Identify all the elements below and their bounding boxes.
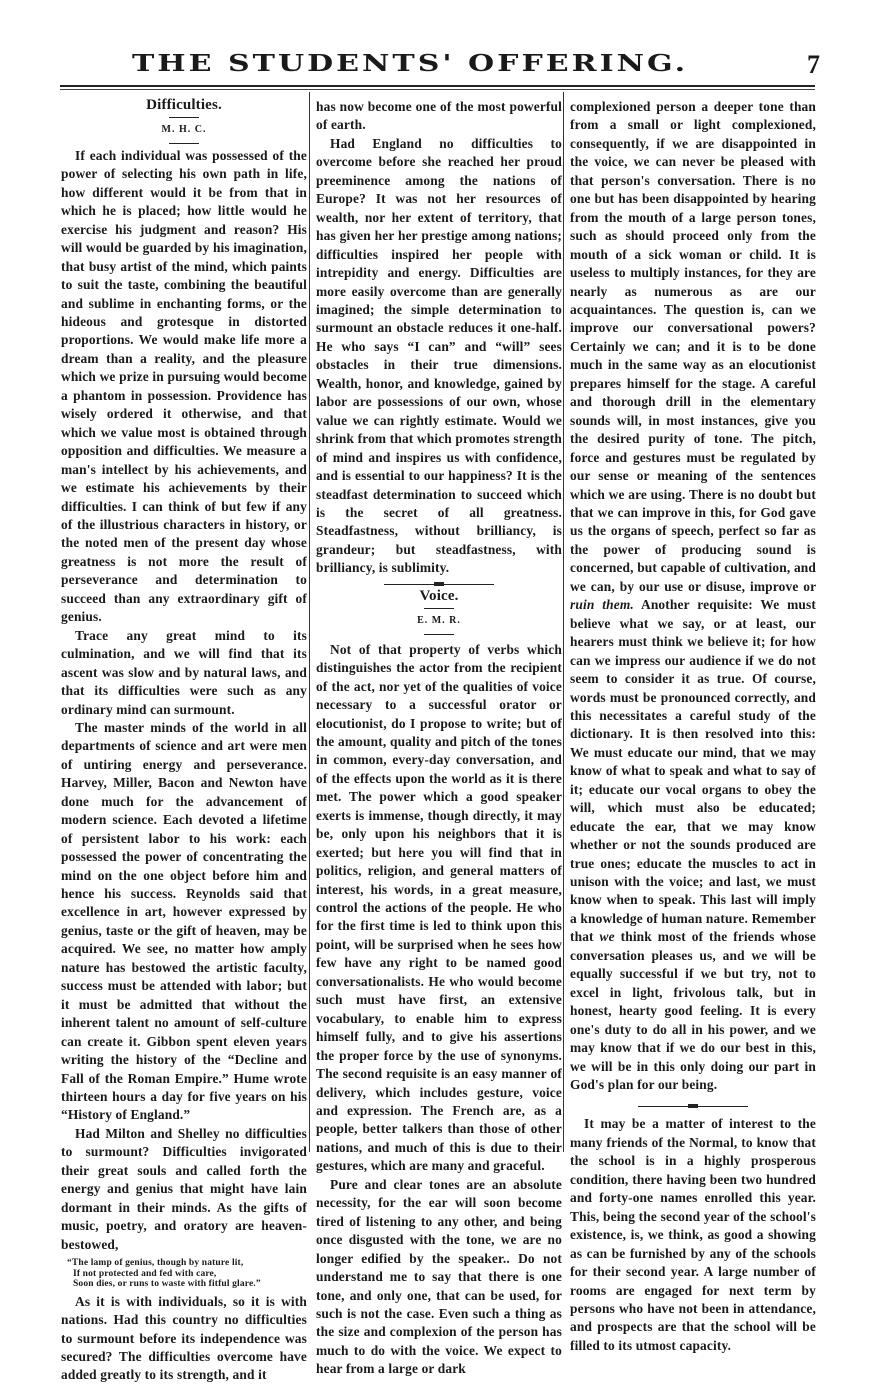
short-rule: [424, 608, 454, 609]
article-byline: E. M. R.: [417, 615, 461, 627]
short-rule: [169, 143, 199, 144]
column-1: [61, 94, 307, 1385]
paragraph: As it is with individuals, so it is with nations. Had this country no difficulties to surmount before its independence was secured? The difficulties overcome have added greatly to its strength, and it: [61, 1293, 307, 1383]
article-byline: M. H. C.: [161, 124, 207, 136]
column-3: [570, 98, 816, 1355]
short-rule: [424, 634, 454, 635]
short-rule: [169, 117, 199, 118]
poem-line: Soon dies, or runs to waste with fitful glare.”: [73, 1279, 261, 1290]
paragraph: Not of that property of verbs which distinguishes the actor from the recipient of the act, nor yet of the qualities of voice necessary to a successful orator or elocutionist, do I propose to write; but of the amount, quality and pitch of the tones in common, every-day conversation, and of the effects upon the world as it is there met. The power which a good speaker exerts is immense, though directly, it may be, only upon his neighbors that it is exerted; but here you will find that in politics, religion, and general matters of interest, his words, in a great measure, control the actions of the people. He who for the first time is led to think upon this point, will be surprised when he sees how few have any right to be named good conversationalists. He who would become such must have first, an extensive vocabulary, to enable him to express himself fully, and to give his assertions the proper force by the use of synonyms. The second requisite is an easy manner of delivery, which includes gesture, voice and expression. The French are, as a people, better talkers than those of other nations, and much of this is due to their gestures, which are many and graceful.: [316, 641, 562, 1174]
masthead-rule-thin: [60, 89, 815, 90]
ornamental-rule: [384, 584, 494, 585]
column-divider: [563, 92, 564, 1152]
newspaper-title: THE STUDENTS' OFFERING.: [131, 50, 689, 78]
paragraph-continued: has now become one of the most powerful of earth.: [316, 99, 562, 133]
paragraph: If each individual was possessed of the power of selecting his own path in life, how different would it be from that in which he is placed; how little would he exercise his judgment and reason? His will would be guarded by his imagination, that busy artist of the mind, which paints to suit the taste, combining the beautiful and sublime in enchanting forms, or the hideous and grotesque in distorted proportions. We would make life more a dream than a reality, and the pleasure which we prize in pursuing would become a phantom in possession. Providence has wisely ordered it otherwise, and that which we value most is obtained through opposition and difficulties. We measure a man's intellect by his achievements, and we estimate his achievements by their difficulties. I can think of but few if any of the illustrious characters in history, or the noted men of the present day whose greatness is not more the result of perseverance and determination to succeed than any extraordinary gift of genius.: [61, 147, 307, 625]
paragraph: The master minds of the world in all departments of science and art were men of untiring energy and perseverance. Harvey, Miller, Bacon and Newton have done much for the advancement of modern science. Each devoted a lifetime of persistent labor to his work: each possessed the power of concentrating the mind on the one object before him and hence his success. Reynolds said that excellence in art, however expressed by genius, taste or the gift of heaven, may be acquired. We see, no matter how amply nature has bestowed the artistic faculty, success must be attended with labor; but it must be admitted that without the inherent talent no amount of self-culture can create it. Gibbon spent eleven years writing the history of the “Decline and Fall of the Roman Empire.” Hume wrote thirteen hours a day for five years on his “History of England.”: [61, 719, 307, 1123]
italic-text: we: [599, 929, 615, 945]
poem-line: “The lamp of genius, though by nature lit,: [67, 1258, 244, 1269]
notice-paragraph: It may be a matter of interest to the many friends of the Normal, to know that the school is in a highly prosperous condition, there having been two hundred and forty-one names enrolled this year. This, being the second year of the school's existence, is, we think, as good a showing as can be furnished by any of the schools for their second year. A large number of rooms are engaged for next term by persons who have not been in attendance, and prospects are that the school will be filled to its utmost capacity.: [570, 1116, 816, 1353]
column-2: [316, 98, 562, 1379]
paragraph: Trace any great mind to its culmination, and we will find that its ascent was slow and by natural laws, and that its difficulties were such as any ordinary mind can surmount.: [61, 627, 307, 717]
paragraph: Had Milton and Shelley no difficulties to surmount? Difficulties invigorated their great souls and called forth the energy and genius that might have lain dormant in their minds. As the gifts of music, poetry, and oratory are heaven-bestowed,: [61, 1125, 307, 1252]
column-divider: [309, 92, 310, 1152]
poem-line: If not protected and fed with care,: [73, 1268, 217, 1279]
ornamental-rule: [638, 1106, 748, 1107]
masthead: [60, 50, 820, 86]
poem-quote: [67, 1258, 307, 1290]
article-title-difficulties: Difficulties.: [146, 97, 222, 113]
paragraph-continued: [570, 98, 816, 1094]
text-run: think most of the friends whose conversation pleases us, and we will be equally successful if we but try, not to excel in light, frivolous talk, but in honest, hearty good feeling. It is every one's duty to do all in his power, and we may know that if we do our best in this, we will be in this only doing our part in God's plan for our being.: [570, 929, 817, 1093]
text-run: complexioned person a deeper tone than from a small or light complexioned, consequently, if we are disappointed in the voice, we can never be pleased with that person's conversation. There is no one but has been disappointed by hearing from the mouth of a large person tones, such as should proceed only from the mouth of a sick woman or child. It is useless to multiply instances, for they are nearly as numerous as are our acquaintances. The question is, can we improve our conversational powers? Certainly we can; and it is to be done much in the same way as an elocutionist prepares himself for the stage. A careful and thorough drill in the elementary sounds will, in most instances, give you the desired purity of tone. The pitch, force and gestures must be regulated by our sense or meaning of the sentences which we are using. There is no doubt but that we can improve in this, for God gave us the organs of speech, perfect so far as the power of producing sound is concerned, but capable of cultivation, and we can, by our use or disuse, improve or: [570, 99, 816, 594]
paragraph: Had England no difficulties to overcome before she reached her proud preeminence among the nations of Europe? It was not her resources of wealth, nor her extent of territory, that has given her her prestige among nations; difficulties inspired her people with intrepidity and energy. Difficulties are more easily overcome than are generally imagined; the simple determination to surmount an obstacle reduces it one-half. He who says “I can” and “will” sees obstacles in their true dimensions. Wealth, honor, and knowledge, gained by labor are possessions of our own, whose value we can rightly estimate. Would we shrink from that which promotes strength of mind and inspires us with confidence, and is essential to our happiness? It is the steadfast determination to succeed which is the secret of all greatness. Steadfastness, without brilliancy, is grandeur; but steadfastness, with brilliancy, is sublimity.: [316, 135, 562, 576]
masthead-rule: [60, 85, 815, 87]
text-run: Another requisite: We must believe what we say, or at least, our hearers must think we believe it; for how can we impress our audience if we do not seem to consider it as true. Of course, words must be pronounced correctly, and this necessitates a careful study of the dictionary. It is then resolved into this: We must educate our mind, that we may know of what to speak and what to say of it; educate our vocal organs to obey the will, which must also be educated; educate the ear, that we may know whether or not the sounds produced are true ones; educate the muscles to act in unison with the voice; and last, we must know when to speak. This last will imply a knowledge of human nature. Remember that: [570, 597, 816, 945]
page-number: 7: [807, 50, 820, 79]
article-title-voice: Voice.: [419, 587, 459, 604]
italic-text: ruin them.: [570, 597, 634, 613]
paragraph: Pure and clear tones are an absolute necessity, for the ear will soon become tired of listening to any other, and being once disgusted with the tone, we are no longer edified by the speaker.. Do not understand me to say that there is one tone, and only one, that can be used, for such is not the case. Even such a thing as the size and complexion of the person has much to do with the voice. We expect to hear from a large or dark: [316, 1176, 562, 1377]
